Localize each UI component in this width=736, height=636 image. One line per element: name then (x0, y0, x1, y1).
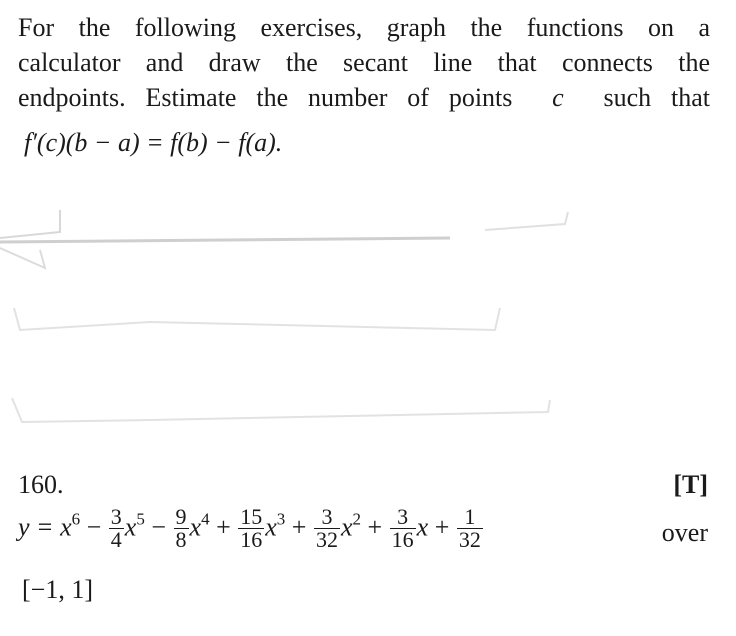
faint-stroke-5 (14, 308, 500, 330)
op-minus-1: − (80, 512, 108, 542)
instructions-line-3-b: such that (603, 83, 710, 112)
fraction-9-8: $\frac{9}{8}$ (175, 504, 187, 552)
blank-graph-remnants (0, 190, 736, 440)
fraction-15-16: $\frac{15}{16}$ (240, 504, 263, 552)
over-word: over (661, 518, 708, 547)
fraction-3-16: $\frac{3}{16}$ (391, 504, 414, 552)
instructions-line-2: calculator and draw the secant line that connects the (18, 48, 710, 77)
faint-stroke-2 (0, 238, 450, 242)
formula-y-eq: y = x (18, 512, 72, 542)
faint-stroke-3 (0, 248, 45, 268)
instructions-line-3 (18, 80, 710, 115)
instructions-paragraph (18, 10, 710, 115)
instructions-line-1: For the following exercises, graph the functions on a (18, 13, 710, 42)
interval: [−1, 1] (22, 575, 93, 604)
faint-stroke-4 (485, 212, 568, 230)
function-formula: $y = x^6$ − $\frac{3}{4}$ $x^5$ − $\frac{9}{8}$ $x^4$ + $\frac{15}{16}$ $x^3$ + $\frac{3}{32}$ $x^2$ + $\frac{3}{16}$ x + $\frac{1}{32}$ (18, 504, 481, 552)
fraction-1-32: $\frac{1}{32}$ (458, 504, 481, 552)
problem-tag: [T] (673, 470, 708, 499)
faint-stroke-1 (0, 210, 60, 238)
fraction-3-32: $\frac{3}{32}$ (315, 504, 338, 552)
faint-stroke-6 (12, 398, 550, 422)
instructions-line-3-a: endpoints. Estimate the number of points (18, 83, 513, 112)
variable-c: c (552, 83, 564, 112)
fraction-3-4: $\frac{3}{4}$ (110, 504, 122, 552)
mean-value-equation: f′(c)(b − a) = f(b) − f(a). (24, 128, 283, 157)
problem-number: 160. (18, 470, 64, 499)
exp-6: 6 (71, 509, 81, 529)
